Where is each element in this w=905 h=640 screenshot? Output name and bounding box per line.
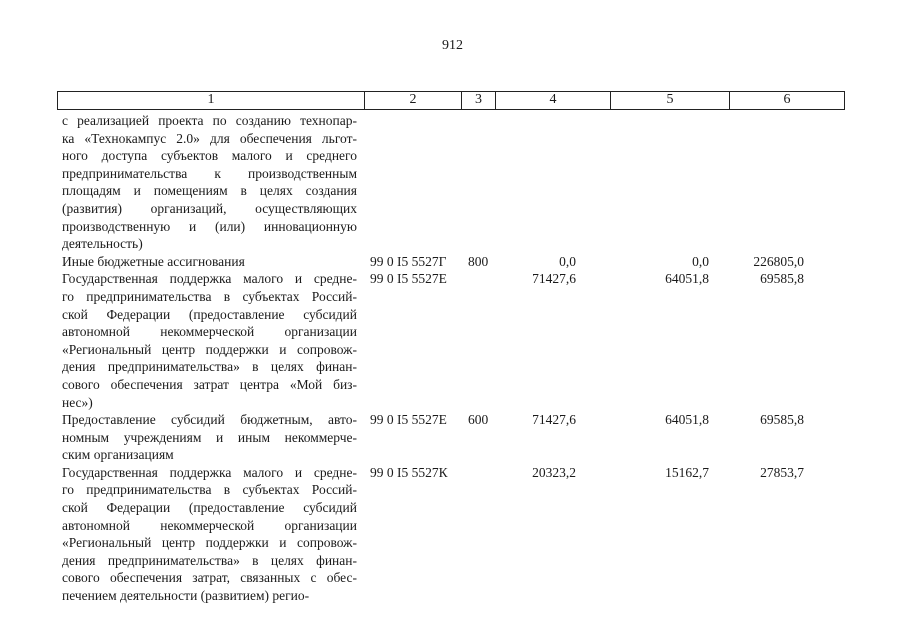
- row-description: [62, 112, 357, 253]
- amount-col-5: 15162,7: [665, 464, 709, 480]
- description-line: сового обеспечения затрат, связанных с обес-: [62, 570, 357, 586]
- budget-code: 99 0 I5 5527Г: [370, 253, 447, 269]
- description-line: Предоставление субсидий бюджетным, авто-: [62, 412, 357, 428]
- description-line: печением деятельности (развитием) регио-: [62, 588, 310, 604]
- column-header-6: 6: [730, 92, 845, 110]
- description-line: ка «Технокампус 2.0» для обеспечения льгот-: [62, 130, 357, 146]
- description-line: ской Федерации (предоставление субсидий: [62, 306, 357, 322]
- amount-col-6: 27853,7: [760, 464, 804, 480]
- amount-col-4: 20323,2: [532, 464, 576, 480]
- amount-col-4: 0,0: [559, 253, 576, 269]
- description-line: Государственная поддержка малого и средне-: [62, 464, 357, 480]
- description-line: ного доступа субъектов малого и среднего: [62, 148, 357, 164]
- page-number: 912: [442, 38, 463, 53]
- column-header-4: 4: [496, 92, 611, 110]
- column-header-5: 5: [611, 92, 730, 110]
- expense-type: 600: [468, 412, 489, 428]
- description-line: дения предпринимательства» в целях финан-: [62, 359, 357, 375]
- expense-type: 800: [468, 253, 489, 269]
- column-header-table: [57, 91, 845, 110]
- description-line: сового обеспечения затрат центра «Мой биз-: [62, 376, 357, 392]
- column-header-3: 3: [462, 92, 496, 110]
- description-line: Государственная поддержка малого и средне-: [62, 271, 357, 287]
- description-line: го предпринимательства в субъектах Россий-: [62, 482, 357, 498]
- description-line: ской Федерации (предоставление субсидий: [62, 500, 357, 516]
- description-line: предпринимательства к производственным: [62, 165, 357, 181]
- amount-col-5: 64051,8: [665, 412, 709, 428]
- description-line: автономной некоммерческой организации: [62, 517, 357, 533]
- amount-col-5: 64051,8: [665, 271, 709, 287]
- table-row: [62, 464, 862, 605]
- amount-col-4: 71427,6: [532, 412, 576, 428]
- table-row: [62, 112, 862, 253]
- amount-col-6: 69585,8: [760, 412, 804, 428]
- description-line: «Региональный центр поддержки и сопровож-: [62, 535, 357, 551]
- budget-table-body: [62, 112, 862, 605]
- description-line: Иные бюджетные ассигнования: [62, 253, 245, 269]
- budget-code: 99 0 I5 5527Е: [370, 271, 447, 287]
- amount-col-6: 69585,8: [760, 271, 804, 287]
- table-row: [62, 411, 862, 464]
- column-header-2: 2: [365, 92, 462, 110]
- description-line: дения предпринимательства» в целях финан-: [62, 552, 357, 568]
- row-description: [62, 464, 357, 605]
- amount-col-6: 226805,0: [753, 253, 804, 269]
- amount-col-4: 71427,6: [532, 271, 576, 287]
- description-line: (развития) организаций, осуществляющих: [62, 200, 357, 216]
- column-header-row: [58, 92, 845, 110]
- description-line: деятельность): [62, 236, 143, 252]
- row-description: [62, 411, 357, 464]
- column-header-1: 1: [58, 92, 365, 110]
- description-line: площадям и помещениям в целях создания: [62, 183, 357, 199]
- description-line: «Региональный центр поддержки и сопровож-: [62, 341, 357, 357]
- description-line: ским организациям: [62, 447, 174, 463]
- row-description: [62, 253, 357, 271]
- table-row: [62, 270, 862, 411]
- description-line: производственную и (или) инновационную: [62, 218, 357, 234]
- row-description: [62, 270, 357, 411]
- description-line: номным учреждениям и иным некоммерче-: [62, 429, 357, 445]
- budget-code: 99 0 I5 5527Е: [370, 412, 447, 428]
- amount-col-5: 0,0: [692, 253, 709, 269]
- description-line: с реализацией проекта по созданию технопар-: [62, 113, 357, 128]
- table-row: [62, 253, 862, 271]
- description-line: автономной некоммерческой организации: [62, 324, 357, 340]
- description-line: нес»): [62, 394, 93, 410]
- budget-code: 99 0 I5 5527К: [370, 464, 448, 480]
- description-line: го предпринимательства в субъектах Россий-: [62, 288, 357, 304]
